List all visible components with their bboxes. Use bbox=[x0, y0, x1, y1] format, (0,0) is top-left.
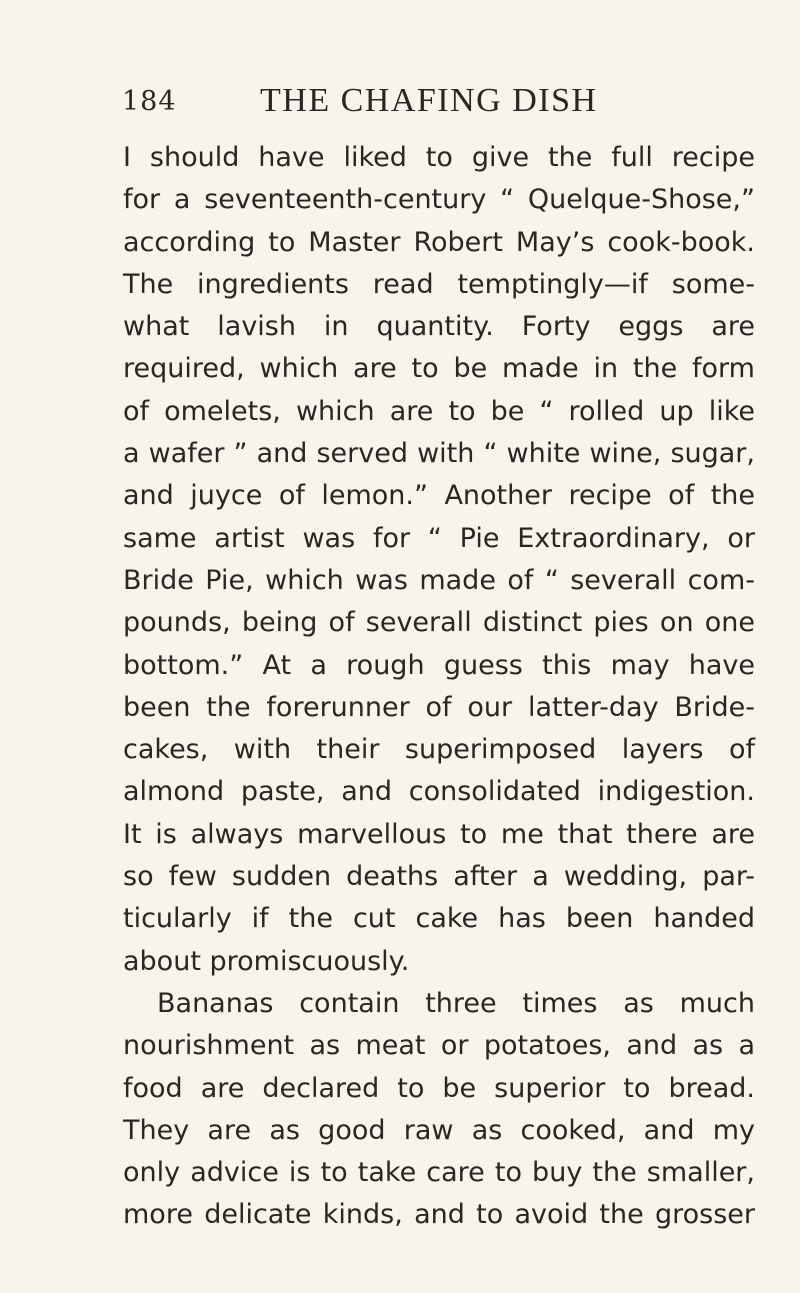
text-line: almond paste, and consolidated indigestion. bbox=[123, 776, 755, 808]
text-line: what lavish in quantity. Forty eggs are bbox=[123, 311, 755, 343]
text-line: required, which are to be made in the form bbox=[123, 353, 755, 385]
page-number: 184 bbox=[122, 86, 177, 117]
text-line: a wafer ” and served with “ white wine, sugar, bbox=[123, 438, 755, 470]
text-line: ticularly if the cut cake has been handed bbox=[123, 903, 755, 935]
running-head: THE CHAFING DISH bbox=[260, 82, 598, 119]
text-line: nourishment as meat or potatoes, and as a bbox=[123, 1030, 755, 1062]
text-line: They are as good raw as cooked, and my bbox=[123, 1114, 755, 1146]
text-line: I should have liked to give the full recipe bbox=[123, 142, 755, 173]
text-line: food are declared to be superior to bread. bbox=[123, 1072, 755, 1104]
text-line: The ingredients read temptingly—if some- bbox=[123, 268, 755, 300]
body-text bbox=[123, 137, 755, 1237]
text-line: pounds, being of severall distinct pies on one bbox=[123, 607, 755, 639]
text-line: bottom.” At a rough guess this may have bbox=[123, 649, 755, 681]
text-line: been the forerunner of our latter-day Bride- bbox=[123, 691, 755, 723]
text-line: only advice is to take care to buy the smaller, bbox=[123, 1157, 755, 1189]
text-line: It is always marvellous to me that there are bbox=[123, 818, 755, 850]
paragraph-start-line: Bananas contain three times as much bbox=[157, 987, 755, 1019]
text-line: Bride Pie, which was made of “ severall com- bbox=[123, 564, 755, 596]
text-line: cakes, with their superimposed layers of bbox=[123, 734, 755, 766]
text-line: according to Master Robert May’s cook-book. bbox=[123, 226, 755, 258]
text-line: more delicate kinds, and to avoid the grosser bbox=[123, 1199, 755, 1231]
text-line: and juyce of lemon.” Another recipe of the bbox=[123, 480, 755, 512]
text-line: so few sudden deaths after a wedding, par- bbox=[123, 861, 755, 893]
text-line: of omelets, which are to be “ rolled up like bbox=[123, 395, 755, 427]
text-line: about promiscuously. bbox=[123, 945, 410, 977]
text-line: same artist was for “ Pie Extraordinary, or bbox=[123, 522, 755, 554]
text-line: for a seventeenth-century “ Quelque-Shose,” bbox=[123, 184, 755, 216]
